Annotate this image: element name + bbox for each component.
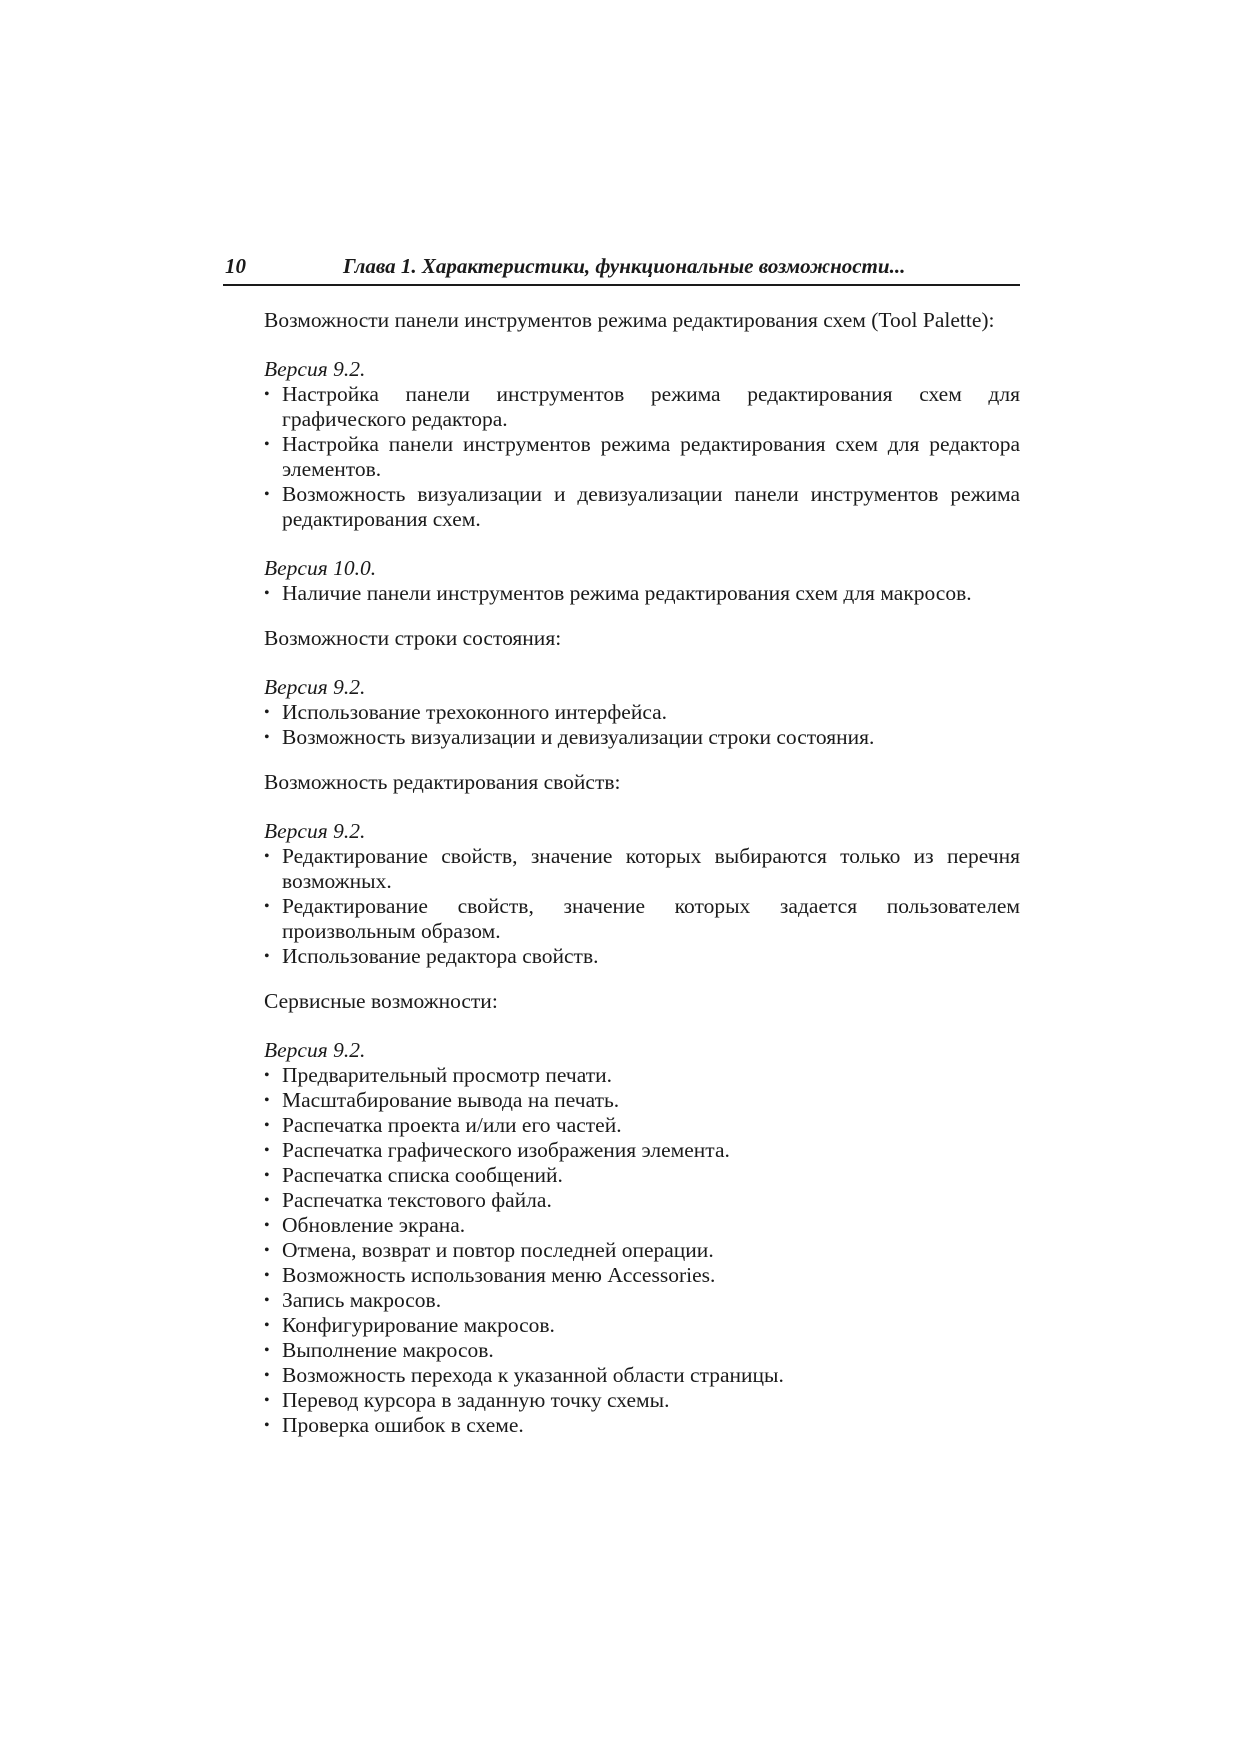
intro-paragraph: Возможности панели инструментов режима редактирования схем (Tool Palette): (264, 308, 995, 332)
tool-palette-list-v100 (223, 581, 1020, 606)
properties-list (223, 844, 1020, 969)
version-label: Версия 9.2. (264, 675, 366, 699)
list-item: • Запись макросов. (282, 1288, 1020, 1313)
list-item: • Перевод курсора в заданную точку схемы. (282, 1388, 1020, 1413)
list-item: • Наличие панели инструментов режима редактирования схем для макросов. (282, 581, 1020, 606)
list-item: • Конфигурирование макросов. (282, 1313, 1020, 1338)
list-item: • Возможность перехода к указанной области страницы. (282, 1363, 1020, 1388)
status-bar-list (223, 700, 1020, 750)
page-body (223, 308, 1020, 1438)
list-item: • Обновление экрана. (282, 1213, 1020, 1238)
properties-heading: Возможность редактирования свойств: (264, 770, 621, 794)
version-label: Версия 9.2. (264, 1038, 366, 1062)
list-item: • Возможность визуализации и девизуализации строки состояния. (282, 725, 1020, 750)
tool-palette-list-v92 (223, 382, 1020, 532)
version-label: Версия 10.0. (264, 556, 377, 580)
list-item: • Отмена, возврат и повтор последней операции. (282, 1238, 1020, 1263)
list-item: • Проверка ошибок в схеме. (282, 1413, 1020, 1438)
list-item: • Редактирование свойств, значение которых задается пользователем произвольным образом. (282, 894, 1020, 944)
list-item: • Масштабирование вывода на печать. (282, 1088, 1020, 1113)
list-item: • Распечатка текстового файла. (282, 1188, 1020, 1213)
service-heading: Сервисные возможности: (264, 989, 498, 1013)
list-item: • Распечатка графического изображения элемента. (282, 1138, 1020, 1163)
list-item: • Возможность визуализации и девизуализации панели инструментов режима редактирования схем. (282, 482, 1020, 532)
list-item: • Распечатка проекта и/или его частей. (282, 1113, 1020, 1138)
status-bar-heading: Возможности строки состояния: (264, 626, 562, 650)
version-label: Версия 9.2. (264, 819, 366, 843)
list-item: • Использование редактора свойств. (282, 944, 1020, 969)
list-item: • Настройка панели инструментов режима редактирования схем для графического редактора. (282, 382, 1020, 432)
service-list (223, 1063, 1020, 1438)
list-item: • Настройка панели инструментов режима редактирования схем для редактора элементов. (282, 432, 1020, 482)
chapter-title: Глава 1. Характеристики, функциональные возможности... (343, 254, 906, 278)
list-item: • Предварительный просмотр печати. (282, 1063, 1020, 1088)
list-item: • Использование трехоконного интерфейса. (282, 700, 1020, 725)
list-item: • Распечатка списка сообщений. (282, 1163, 1020, 1188)
page-number: 10 (225, 254, 246, 278)
running-head (223, 250, 1020, 286)
version-label: Версия 9.2. (264, 357, 366, 381)
list-item: • Возможность использования меню Accessories. (282, 1263, 1020, 1288)
list-item: • Редактирование свойств, значение которых выбираются только из перечня возможных. (282, 844, 1020, 894)
list-item: • Выполнение макросов. (282, 1338, 1020, 1363)
